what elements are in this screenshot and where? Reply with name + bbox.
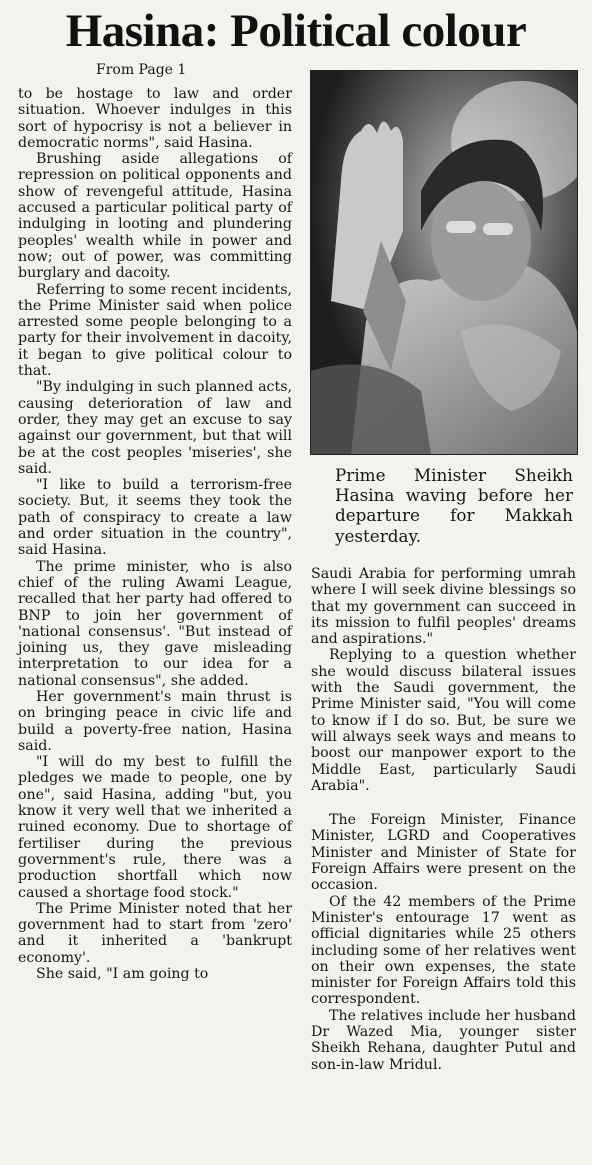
paragraph: Of the 42 members of the Prime Minister's entourage 17 went as official dignitaries while 25 others including some of her relatives went on their own expenses, the state minister for Foreign Affairs told this correspondent. [311,893,576,1008]
paragraph: Her government's main thrust is on bringing peace in civic life and build a poverty-free nation, Hasina said. [18,688,292,754]
photo-caption: Prime Minister Sheikh Hasina waving before her departure for Makkah yesterday. [335,465,573,546]
paragraph: The Foreign Minister, Finance Minister, LGRD and Cooperatives Minister and Minister of State for Foreign Affairs were present on the occasion. [311,812,576,894]
paragraph: "By indulging in such planned acts, causing deterioration of law and order, they may get an excuse to say against our government, but that will be at the cost peoples 'miseries', she said. [18,379,292,477]
paragraph: "I will do my best to fulfill the pledges we made to people, one by one", said Hasina, adding "but, you know it very well that we inherited a ruined economy. Due to shortage of fertiliser during the previous government's rule, there was a production shortfall which now caused a shortage food stock." [18,754,292,901]
paragraph: to be hostage to law and order situation. Whoever indulges in this sort of hypocrisy is not a believer in democratic norms", said Hasina. [18,86,292,151]
paragraph: The prime minister, who is also chief of the ruling Awami League, recalled that her party had offered to BNP to join her government of 'national consensus'. "But instead of joining us, they gave misleading interpretation to our idea for a national consensus", she added. [18,558,292,689]
headline: Hasina: Political colour [65,5,527,57]
paragraph: The Prime Minister noted that her government had to start from 'zero' and it inherited a 'bankrupt economy'. [18,900,292,966]
paragraph: She said, "I am going to [36,966,209,983]
paragraph: Saudi Arabia for performing umrah where I will seek divine blessings so that my government can succeed in its mission to fulfil peoples' dreams and aspirations." [311,566,576,648]
left-column [18,86,292,982]
paragraph: Referring to some recent incidents, the Prime Minister said when police arrested some people belonging to a party for their involvement in dacoity, it began to give political colour to that. [18,281,292,380]
paragraph: The relatives include her husband Dr Wazed Mia, younger sister Sheikh Rehana, daughter Putul and son-in-law Mridul. [311,1007,576,1073]
right-column [311,566,576,1073]
from-page-label: From Page 1 [96,62,187,78]
photo-of-prime-minister-waving [310,70,578,455]
paragraph: "I like to build a terrorism-free society. But, it seems they took the path of conspiracy to create a law and order situation in the country", said Hasina. [18,477,292,559]
photo-icon [311,71,577,454]
paragraph: Brushing aside allegations of repression on political opponents and show of revengeful attitude, Hasina accused a particular political party of indulging in looting and plundering peoples' wealth while in power and now; out of power, was committing burglary and dacoity. [18,151,292,282]
paragraph: Replying to a question whether she would discuss bilateral issues with the Saudi government, the Prime Minister said, "You will come to know if I do so. But, be sure we will always seek ways and means to boost our manpower export to the Middle East, particularly Saudi Arabia". [311,647,576,794]
